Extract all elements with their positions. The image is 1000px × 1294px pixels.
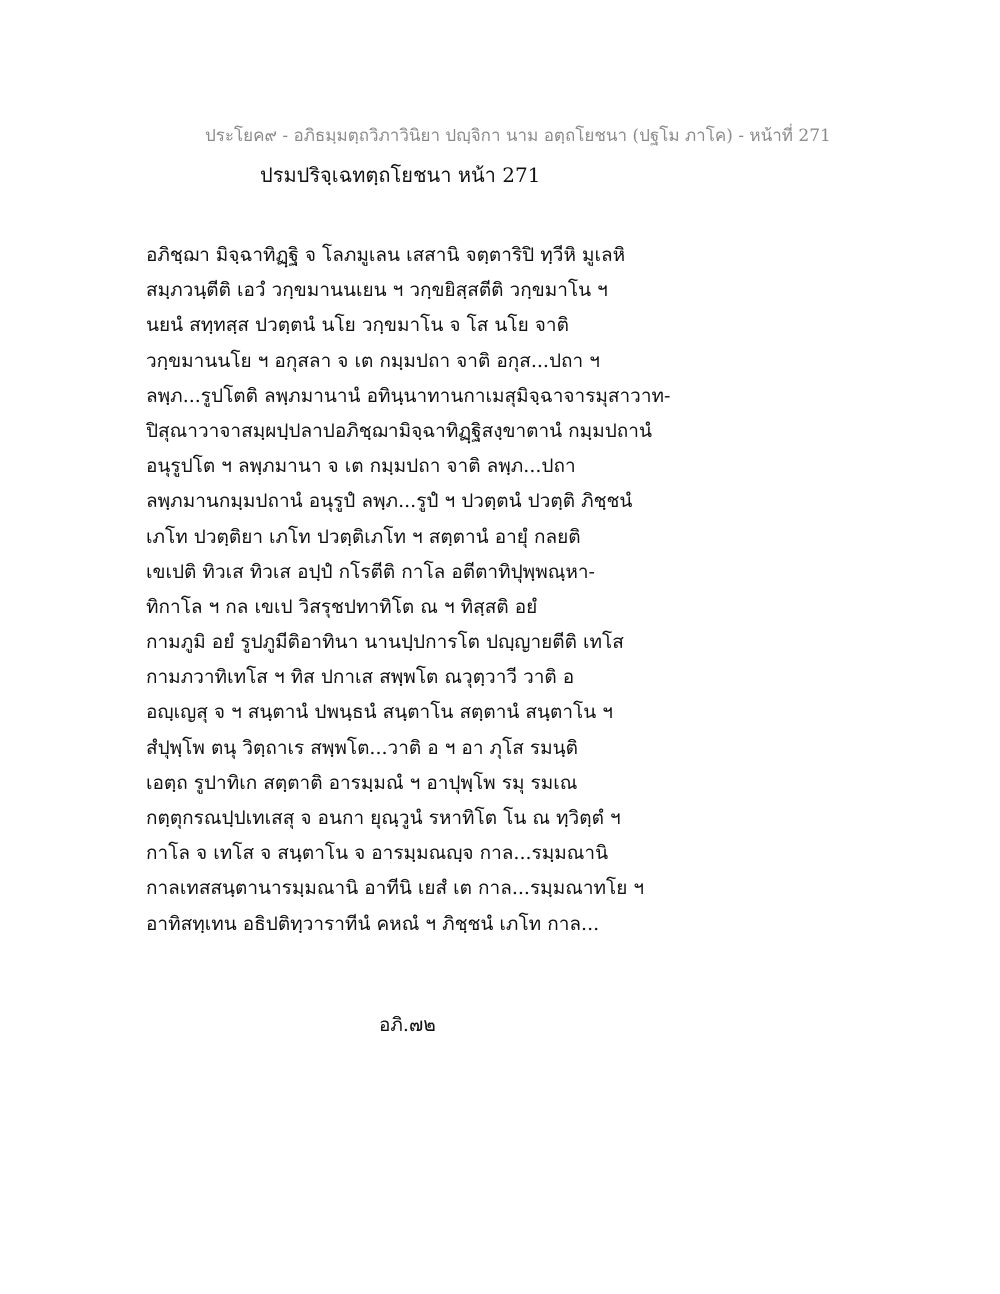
- text-line: กาลเทสสนฺตานารมฺมณานิ อาทีนิ เยสํ เต กาล...รมฺมณาทโย ฯ: [146, 877, 645, 900]
- text-line: ลพฺภ...รูปโตติ ลพฺภมานานํ อทินฺนาทานกาเมสุมิจฺฉาจารมุสาวาท-: [146, 384, 671, 407]
- text-line: กาโล จ เทโส จ สนฺตาโน จ อารมฺมณญฺจ กาล...รมฺมณานิ: [146, 842, 609, 865]
- text-line: เภโท ปวตฺติยา เภโท ปวตฺติเภโท ฯ สตฺตานํ อายุํ กลยติ: [146, 525, 581, 548]
- text-line: อภิชฺฌา มิจฺฉาทิฏฺฐิ จ โลภมูเลน เสสานิ จตฺตาริปิ ทฺวีหิ มูเลหิ: [146, 244, 626, 266]
- body-text: [146, 242, 706, 946]
- text-line: อนุรูปโต ฯ ลพฺภมานา จ เต กมฺมปถา จาติ ลพฺภ...ปถา: [146, 455, 576, 478]
- text-line: อาทิสทฺเทน อธิปติทฺวาราทีนํ คหณํ ฯ ภิชฺชนํ เภโท กาล...: [146, 912, 600, 935]
- text-line: ทิกาโล ฯ กล เขเป วิสรุชปทาทิโต ณ ฯ ทิสฺสติ อยํ: [146, 595, 538, 618]
- text-line: นยนํ สทฺทสฺส ปวตฺตนํ นโย วกฺขมาโน จ โส นโย จาติ: [146, 314, 569, 337]
- text-line: อญฺเญสุ จ ฯ สนฺตานํ ปพนฺธนํ สนฺตาโน สตฺตานํ สนฺตาโน ฯ: [146, 701, 613, 724]
- text-line: ลพฺภมานกมฺมปถานํ อนุรูปํ ลพฺภ...รูปํ ฯ ปวตฺตนํ ปวตฺติ ภิชฺชนํ: [146, 490, 633, 513]
- text-line: สมฺภวนฺตีติ เอวํ วกฺขมานนเยน ฯ วกฺขยิสฺสตีติ วกฺขมาโน ฯ: [146, 279, 608, 302]
- page-heading: ปรมปริจฺเฉทตฺถโยชนา หน้า 271: [260, 163, 541, 187]
- text-line: ปิสุณาวาจาสมฺผปฺปลาปอภิชฺฌามิจฺฉาทิฏฺฐิสงฺขาตานํ กมฺมปถานํ: [146, 419, 652, 442]
- running-header: ประโยค๙ - อภิธมฺมตฺถวิภาวินิยา ปญฺจิกา นาม อตฺถโยชนา (ปฐโม ภาโค) - หน้าที่ 271: [205, 126, 831, 146]
- text-line: กามภวาทิเทโส ฯ ทิส ปกาเส สพฺพโต ณวุตฺวาวี วาติ อ: [146, 666, 575, 689]
- page-signature: อภิ.๗๒: [379, 1014, 436, 1036]
- text-line: เขเปติ ทิวเส ทิวเส อปฺปํ กโรตีติ กาโล อตีตาทิปุพฺพณฺหา-: [146, 560, 595, 583]
- text-line: วกฺขมานนโย ฯ อกุสลา จ เต กมฺมปถา จาติ อกุส...ปถา ฯ: [146, 349, 600, 372]
- text-line: กตฺตุกรณปฺปเทเสสุ จ อนกา ยุณฺวูนํ รหาทิโต โน ณ ทฺวิตฺตํ ฯ: [146, 807, 621, 829]
- text-line: สํปุพฺโพ ตนุ วิตฺถาเร สพฺพโต...วาติ อ ฯ อา ภุโส รมนฺติ: [146, 736, 578, 759]
- text-line: เอตฺถ รูปาทิเก สตฺตาติ อารมฺมณํ ฯ อาปุพฺโพ รมุ รมเณ: [146, 771, 578, 794]
- text-line: กามภูมิ อยํ รูปภูมีติอาทินา นานปฺปการโต ปญฺญายตีติ เทโส: [146, 631, 624, 654]
